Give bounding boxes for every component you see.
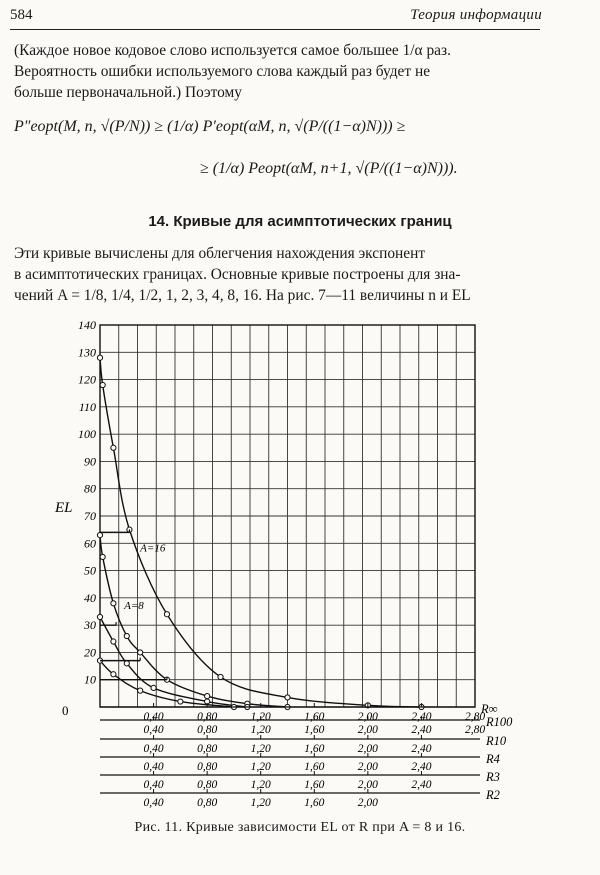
inequality-line-1: P″eopt(M, n, √(P/N)) ≥ (1/α) P′eopt(αM, n, √(P/((1−α)N))) ≥ [14,118,406,135]
data-point [100,554,105,559]
page-number: 584 [10,7,33,23]
r-axis-tick-label: 1,20 [250,797,271,809]
r-axis-tick-label: 2,00 [357,711,378,723]
r-axis-name: R100 [486,715,513,729]
text-line: чений A = 1/8, 1/4, 1/2, 1, 2, 3, 4, 8, 16. На рис. 7—11 величины n и EL [14,287,471,304]
r-axis-tick-label: 1,20 [250,761,271,773]
r-axis-tick-label: 1,20 [250,724,271,736]
r-axis-tick-label: 2,40 [411,711,432,723]
r-axis-tick-label: 2,40 [411,761,432,773]
data-point [205,693,210,698]
running-title: Теория информации [410,7,542,23]
r-axis-tick-label: 2,40 [411,779,432,791]
r-axis-name: R3 [486,770,500,784]
section-heading: 14. Кривые для асимптотических границ [148,213,452,230]
data-point [138,688,143,693]
y-tick-label: 50 [84,563,96,578]
r-axis-tick-label: 0,80 [197,779,218,791]
series-line [100,617,247,707]
data-point [111,639,116,644]
data-point [124,633,129,638]
r-axis-tick-label: 2,80 [464,724,486,736]
y-tick-label: 40 [84,590,96,605]
data-point [111,601,116,606]
y-tick-label: 30 [84,618,96,633]
r-axis-name: R∞ [481,702,498,716]
data-point [138,650,143,655]
origin-label: 0 [62,703,69,718]
y-tick-label: 10 [84,672,96,687]
data-point [100,382,105,387]
r-axis-tick-label: 1,60 [304,779,325,791]
r-axis-tick-label: 1,60 [304,743,325,755]
y-tick-label: 120 [78,372,96,387]
r-axis-tick-label: 0,40 [143,797,164,809]
data-point [178,699,183,704]
r-axis-tick-label: 2,00 [357,743,378,755]
r-axis-tick-label: 0,80 [197,743,218,755]
label-a8: A=8 [124,599,144,612]
figure-caption: Рис. 11. Кривые зависимости EL от R при A = 8 и 16. [134,820,466,835]
text-line: (Каждое новое кодовое слово используется самое большее 1/α раз. [14,42,451,59]
label-a16: A=16 [140,542,166,555]
r-axis-tick-label: 2,00 [357,724,378,736]
inequality-line-2: ≥ (1/α) Peopt(αM, n+1, √(P/((1−α)N))). [200,160,458,177]
top-paragraph [14,40,552,103]
text-line: Эти кривые вычислены для облегчения нахождения экспонент [14,245,426,262]
y-axis-label: EL [55,500,73,516]
r-axis-tick-label: 1,20 [250,779,271,791]
r-axis-tick-label: 0,40 [143,711,164,723]
body-paragraph [14,243,552,306]
figure-el-vs-r [0,300,600,815]
y-tick-label: 70 [84,509,96,523]
data-point [124,661,129,666]
y-tick-label: 140 [78,318,96,332]
r-axis-tick-label: 1,60 [304,761,325,773]
data-point [111,445,116,450]
text-line: в асимптотических границах. Основные кривые построены для зна- [14,266,461,283]
data-point [218,674,223,679]
r-axis-tick-label: 1,60 [304,724,325,736]
r-axis-tick-label: 2,80 [464,711,486,723]
r-axis-tick-label: 2,40 [411,724,432,736]
r-axis-tick-label: 0,80 [197,797,218,809]
header-rule [10,29,540,30]
r-axis-tick-label: 1,20 [250,743,271,755]
r-axis-tick-label: 1,60 [304,711,325,723]
r-axis-tick-label: 2,40 [411,743,432,755]
y-tick-label: 60 [84,536,96,551]
r-axis-tick-label: 0,40 [143,779,164,791]
r-axis-tick-label: 1,60 [304,797,325,809]
data-point [97,355,102,360]
data-point [151,685,156,690]
r-axis-tick-label: 0,80 [197,761,218,773]
y-tick-label: 80 [84,481,96,496]
series-line [100,358,421,707]
r-axis-tick-label: 2,00 [357,761,378,773]
series-line [100,661,234,707]
r-axis-name: R2 [486,788,500,802]
text-line: больше первоначальной.) Поэтому [14,84,242,101]
r-axis-name: R4 [486,752,500,766]
y-tick-label: 130 [78,345,96,360]
page-header [0,4,600,28]
data-point [285,695,290,700]
y-tick-label: 110 [78,399,96,414]
data-point [97,533,102,538]
r-axis-tick-label: 0,40 [143,743,164,755]
data-point [164,612,169,617]
y-tick-label: 100 [78,427,96,442]
r-axis-tick-label: 0,80 [197,724,218,736]
r-axis-tick-label: 0,40 [143,761,164,773]
data-point [111,672,116,677]
r-axis-tick-label: 2,00 [357,797,378,809]
r-axis-tick-label: 1,20 [250,711,271,723]
r-axis-tick-label: 0,40 [143,724,164,736]
r-axis-tick-label: 0,80 [197,711,218,723]
r-axis-name: R10 [486,734,507,748]
y-tick-label: 20 [84,645,96,660]
r-axis-tick-label: 2,00 [357,779,378,791]
y-tick-label: 90 [84,454,96,469]
text-line: Вероятность ошибки используемого слова каждый раз будет не [14,63,431,80]
data-point [97,614,102,619]
